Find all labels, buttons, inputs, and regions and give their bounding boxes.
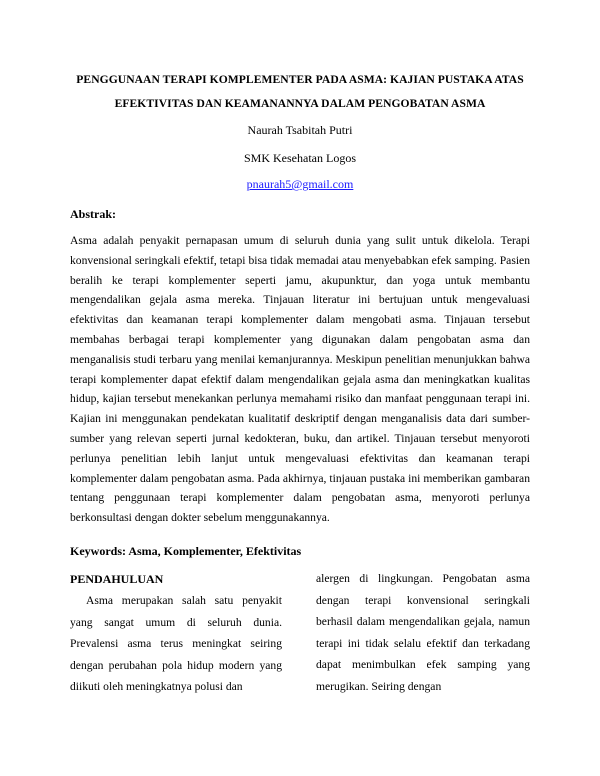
keywords-label: Keywords: [70, 544, 126, 558]
author-email-link[interactable]: pnaurah5@gmail.com [246, 177, 354, 191]
abstract-heading: Abstrak: [70, 207, 117, 221]
keywords-value: Asma, Komplementer, Efektivitas [128, 544, 302, 558]
paper-title: PENGGUNAAN TERAPI KOMPLEMENTER PADA ASMA: KAJIAN PUSTAKA ATAS EFEKTIVITAS DAN KEAMANANNYA DALAM PENGOBATAN ASMA [76, 73, 524, 110]
abstract-text: Asma adalah penyakit pernapasan umum di seluruh dunia yang sulit untuk dikelola. Terapi konvensional seringkali efektif, tetapi bisa tidak memadai atau menyebabkan efek samping. Pasien beralih ke terapi komplementer seperti jamu, akupunktur, dan yoga untuk membantu mengendalikan gejala asma mereka. Tinjauan literatur ini bertujuan untuk mengevaluasi efektivitas dan keamanan terapi komplementer dalam mengobati asma. Tinjauan tersebut membahas berbagai terapi komplementer yang digunakan dalam pengobatan asma dan menganalisis studi terbaru yang menilai kemanjurannya. Meskipun penelitian menunjukkan bahwa terapi komplementer dapat efektif dalam mengendalikan gejala asma dan meningkatkan kualitas hidup, kajian tersebut menekankan perlunya memahami risiko dan manfaat penggunaan terapi ini. Kajian ini menggunakan pendekatan kualitatif deskriptif dengan menganalisis data dari sumber-sumber yang relevan seperti jurnal kedokteran, buku, dan artikel. Tinjauan tersebut menyoroti perlunya penelitian lebih lanjut untuk mengevaluasi efektivitas dan keamanan terapi komplementer dalam pengobatan asma. Pada akhirnya, tinjauan pustaka ini memberikan gambaran tentang penggunaan terapi komplementer dalam pengobatan asma, menyoroti perlunya berkonsultasi dengan dokter sebelum menggunakannya. [70, 234, 530, 525]
intro-left-column: Asma merupakan salah satu penyakit yang sangat umum di seluruh dunia. Prevalensi asma terus meningkat seiring dengan perubahan pola hidup modern yang diikuti oleh meningkatnya polusi dan [70, 594, 282, 693]
keywords-line [70, 543, 301, 559]
intro-right-column: alergen di lingkungan. Pengobatan asma dengan terapi konvensional seringkali berhasil dalam mengendalikan gejala, namun terapi ini tidak selalu efektif dan terkadang dapat menimbulkan efek samping yang merugikan. Seiring dengan [316, 572, 530, 693]
section-heading-pendahuluan: PENDAHULUAN [70, 572, 164, 586]
institution: SMK Kesehatan Logos [244, 151, 356, 165]
author-name: Naurah Tsabitah Putri [247, 123, 353, 137]
